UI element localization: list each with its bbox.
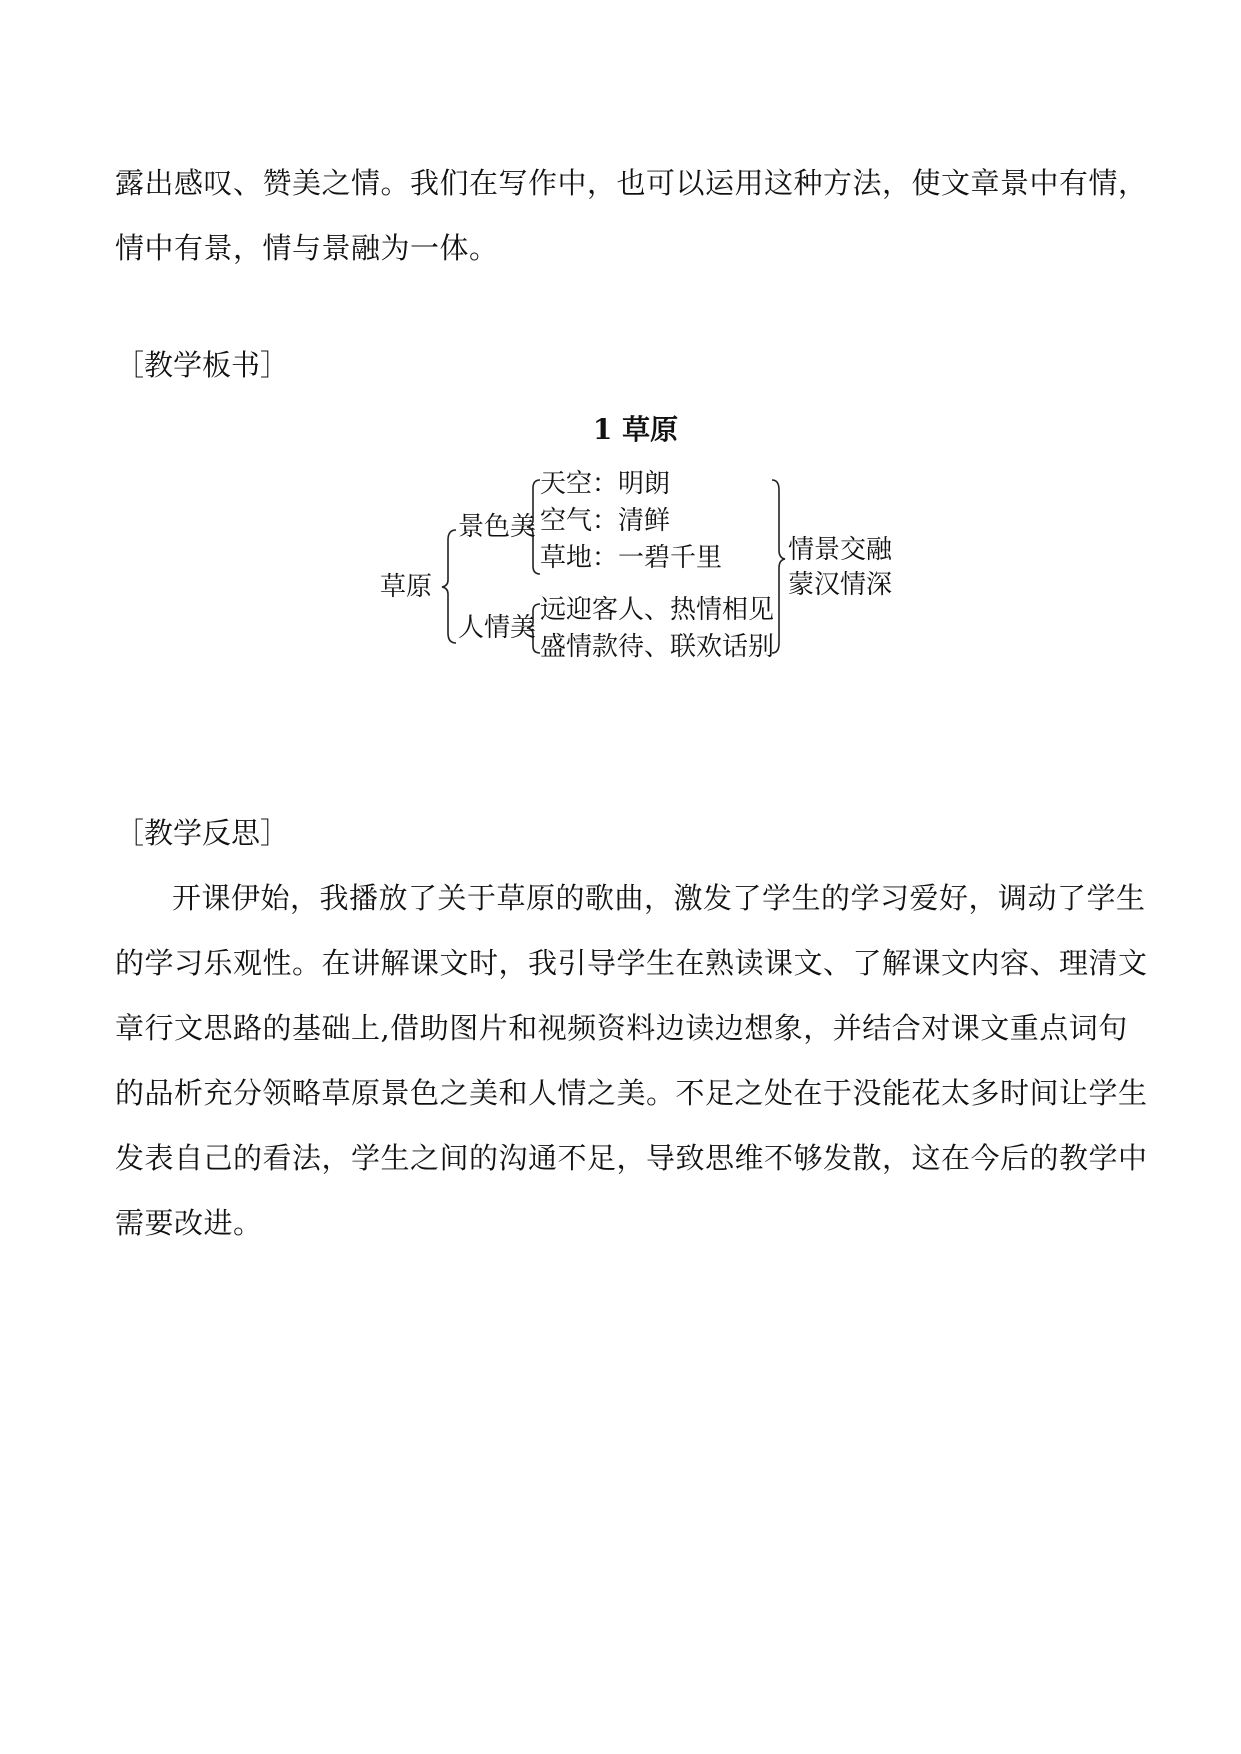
board-branch-people: 人情美: [458, 613, 537, 643]
reflection-line-4: 的品析充分领略草原景色之美和人情之美。不足之处在于没能花太多时间让学生: [115, 1076, 1148, 1110]
people-item: 盛情款待、联欢话别: [540, 632, 775, 662]
board-conclusion: 情景交融: [788, 535, 893, 565]
board-branch-scenery: 景色美: [458, 512, 537, 542]
closing-brace: [772, 480, 785, 653]
board-title: 1 草原: [592, 413, 679, 446]
reflection-line-5: 发表自己的看法，学生之间的沟通不足，导致思维不够发散，这在今后的教学中: [115, 1141, 1148, 1175]
reflection-line-2: 的学习乐观性。在讲解课文时，我引导学生在熟读课文、了解课文内容、理清文: [115, 946, 1148, 980]
board-conclusion: 蒙汉情深: [788, 570, 893, 600]
reflection-line-6: 需要改进。: [115, 1206, 263, 1240]
reflection-line-1: 开课伊始，我播放了关于草原的歌曲，激发了学生的学习爱好，调动了学生: [172, 881, 1146, 915]
scenery-item: 草地：一碧千里: [540, 543, 723, 573]
scenery-item: 空气：清鲜: [540, 506, 671, 536]
reflection-heading: ［教学反思］: [115, 816, 290, 850]
intro-line-2: 情中有景，情与景融为一体。: [115, 231, 499, 265]
people-item: 远迎客人、热情相见: [540, 595, 775, 625]
board-root: 草原: [380, 572, 433, 602]
board-heading: ［教学板书］: [115, 348, 290, 382]
reflection-line-3: 章行文思路的基础上,借助图片和视频资料边读边想象，并结合对课文重点词句: [115, 1011, 1128, 1045]
intro-line-1: 露出感叹、赞美之情。我们在写作中，也可以运用这种方法，使文章景中有情，: [115, 166, 1148, 200]
board-diagram: [380, 468, 910, 678]
root-brace: [442, 530, 456, 643]
scenery-item: 天空：明朗: [540, 469, 671, 499]
